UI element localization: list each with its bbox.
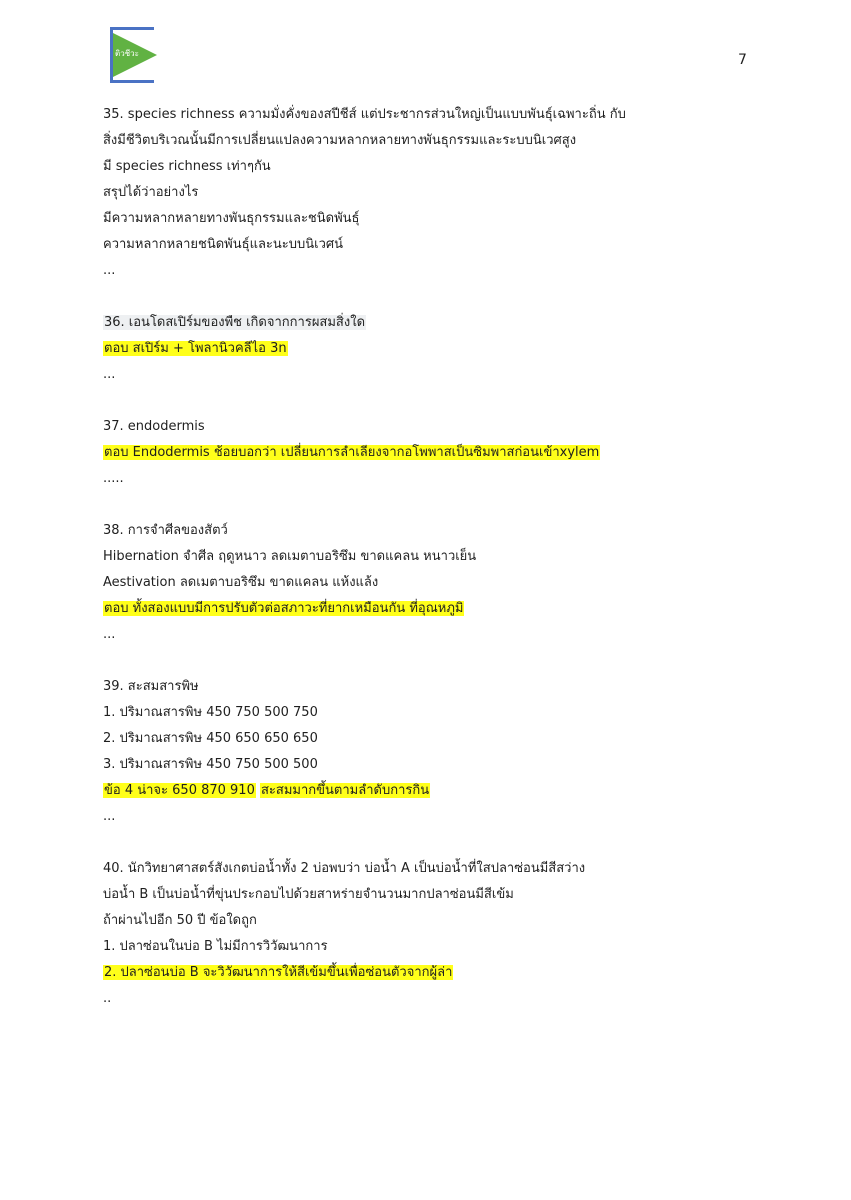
q39-answer-b: สะสมมากขึ้นตามลำดับการกิน [261,783,430,798]
q37-question: 37. endodermis [103,419,205,434]
logo-text: ติวชีวะ [115,49,139,58]
q39-option-2: 2. ปริมาณสารพิษ 450 650 650 650 [103,731,318,746]
q35-line-2: สิ่งมีชีวิตบริเวณนั้นมีการเปลี่ยนแปลงความหลากหลายทางพันธุกรรมและระบบนิเวศสูง [103,133,577,148]
q38-question: 38. การจำศีลของสัตว์ [103,523,228,538]
q35-line-3: มี species richness เท่าๆกัน [103,159,271,174]
q40-ellipsis: .. [103,991,112,1006]
q36-question: 36. เอนโดสเปิร์มของพืช เกิดจากการผสมสิ่งใด [104,315,366,330]
q37-answer: ตอบ Endodermis ช้อยบอกว่า เปลี่ยนการลำเลียงจากอโพพาสเป็นซิมพาสก่อนเข้าxylem [104,445,600,460]
q40-line-3: ถ้าผ่านไปอีก 50 ปี ข้อใดถูก [103,913,257,928]
q35-line-5: มีความหลากหลายทางพันธุกรรมและชนิดพันธุ์ [103,211,360,226]
q35-line-1: 35. species richness ความมั่งคั่งของสปีชีส์ แต่ประชากรส่วนใหญ่เป็นแบบพันธุ์เฉพาะถิ่น กับ [103,107,626,122]
q39-option-3: 3. ปริมาณสารพิษ 450 750 500 500 [103,757,318,772]
q36-answer: ตอบ สเปิร์ม + โพลานิวคลีไอ 3n [104,341,287,356]
q39-ellipsis: ... [103,809,116,824]
q35-ellipsis: ... [103,263,116,278]
q36-ellipsis: ... [103,367,116,382]
q40-line-2: บ่อน้ำ B เป็นบ่อน้ำที่ขุ่นประกอบไปด้วยสาหร่ายจำนวนมากปลาซ่อนมีสีเข้ม [103,887,514,902]
q35-line-6: ความหลากหลายชนิดพันธุ์และนะบบนิเวศน์ [103,237,344,252]
document-body [103,102,753,1012]
logo [110,27,154,83]
q40-answer: 2. ปลาซ่อนบ่อ B จะวิวัฒนาการให้สีเข้มขึ้นเพื่อซ่อนตัวจากผู้ล่า [104,965,453,980]
q40-option-1: 1. ปลาซ่อนในบ่อ B ไม่มีการวิวัฒนาการ [103,939,328,954]
q35-line-4: สรุปได้ว่าอย่างไร [103,185,199,200]
q39-answer-a: ข้อ 4 น่าจะ 650 870 910 [104,783,255,798]
page-number: 7 [738,52,747,68]
q38-ellipsis: ... [103,627,116,642]
q39-option-1: 1. ปริมาณสารพิษ 450 750 500 750 [103,705,318,720]
q38-answer: ตอบ ทั้งสองแบบมีการปรับตัวต่อสภาวะที่ยากเหมือนกัน ที่อุณหภูมิ [104,601,464,616]
q40-line-1: 40. นักวิทยาศาสตร์สังเกตบ่อน้ำทั้ง 2 บ่อพบว่า บ่อน้ำ A เป็นบ่อน้ำที่ใสปลาซ่อนมีสีสว่าง [103,861,586,876]
q39-question: 39. สะสมสารพิษ [103,679,199,694]
q37-ellipsis: ..... [103,471,124,486]
q38-line-1: Hibernation จำศีล ฤดูหนาว ลดเมตาบอริซึม ขาดแคลน หนาวเย็น [103,549,477,564]
q38-line-2: Aestivation ลดเมตาบอริซึม ขาดแคลน แห้งแล้ง [103,575,379,590]
